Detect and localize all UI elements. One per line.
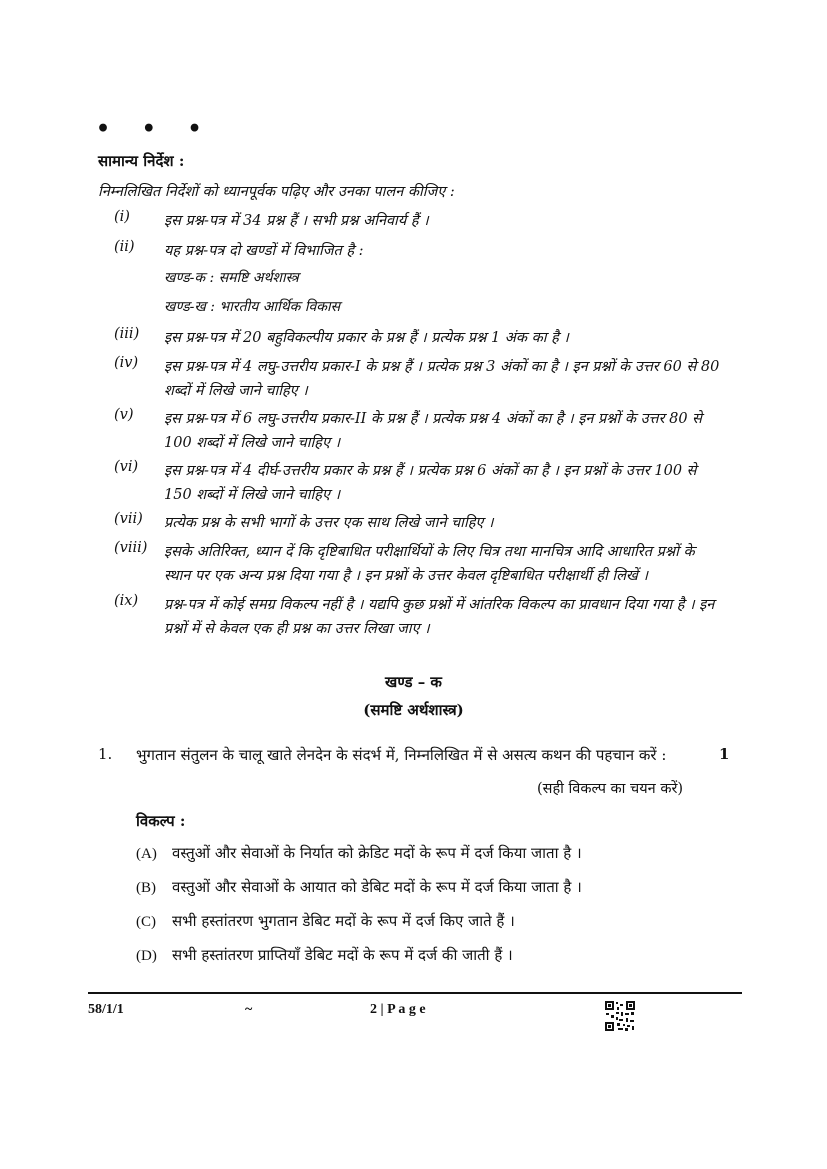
footer-tilde: ~ <box>245 1002 253 1017</box>
instruction-text: इस प्रश्न-पत्र में 34 प्रश्न हैं । सभी प्रश्न अनिवार्य हैं । <box>164 213 429 229</box>
instruction-text: प्रश्न-पत्र में कोई समग्र विकल्प नहीं है । यद्यपि कुछ प्रश्नों में आंतरिक विकल्प का प्रावधान दिया गया है । इन प्रश्नों में से केवल एक ही प्रश्न का उत्तर लिखा जाए । <box>164 597 715 637</box>
option-item <box>136 843 582 863</box>
instruction-number: (ii) <box>114 239 135 255</box>
header-dots: • • • <box>96 116 214 142</box>
option-text: वस्तुओं और सेवाओं के आयात को डेबिट मदों के रूप में दर्ज किया जाता है । <box>172 878 582 896</box>
options-title: विकल्प : <box>136 812 186 830</box>
instruction-text: इस प्रश्न-पत्र में 20 बहुविकल्पीय प्रकार के प्रश्न हैं । प्रत्येक प्रश्न 1 अंक का है । <box>164 330 569 346</box>
instruction-number: (iv) <box>114 355 139 371</box>
option-label: (D) <box>136 948 157 964</box>
question-text: भुगतान संतुलन के चालू खाते लेनदेन के संदर्भ में, निम्नलिखित में से असत्य कथन की पहचान करें : <box>136 746 667 764</box>
option-item <box>136 877 582 897</box>
section-list-a: खण्ड-क : समष्टि अर्थशास्त्र <box>164 270 299 286</box>
instruction-text: इस प्रश्न-पत्र में 4 दीर्घ-उत्तरीय प्रकार के प्रश्न हैं । प्रत्येक प्रश्न 6 अंकों का है । इन प्रश्नों के उत्तर 100 से 150 शब्दों में लिखे जाने चाहिए । <box>164 463 697 503</box>
section-subheading: (समष्टि अर्थशास्त्र) <box>363 701 464 719</box>
instruction-text: इस प्रश्न-पत्र में 6 लघु-उत्तरीय प्रकार-II के प्रश्न हैं । प्रत्येक प्रश्न 4 अंकों का है । इन प्रश्नों के उत्तर 80 से 100 शब्दों में लिखे जाने चाहिए । <box>164 411 702 451</box>
instruction-text: इस प्रश्न-पत्र में 4 लघु-उत्तरीय प्रकार-I के प्रश्न हैं । प्रत्येक प्रश्न 3 अंकों का है । इन प्रश्नों के उत्तर 60 से 80 शब्दों में लिखे जाने चाहिए । <box>164 359 720 399</box>
footer-page-number: 2 | P a g e <box>370 1002 426 1017</box>
footer-divider <box>88 992 742 994</box>
option-label: (A) <box>136 846 157 862</box>
qr-code-icon <box>604 1000 636 1032</box>
instruction-text: यह प्रश्न-पत्र दो खण्डों में विभाजित है : <box>164 243 364 259</box>
general-instructions-intro: निम्नलिखित निर्देशों को ध्यानपूर्वक पढ़िए और उनका पालन कीजिए : <box>98 184 455 200</box>
section-heading: खण्ड – क <box>385 673 442 691</box>
instruction-number: (ix) <box>114 593 139 609</box>
instruction-number: (i) <box>114 209 130 225</box>
instruction-number: (vi) <box>114 459 139 475</box>
option-text: सभी हस्तांतरण भुगतान डेबिट मदों के रूप में दर्ज किए जाते हैं । <box>172 912 515 930</box>
instruction-number: (iii) <box>114 326 140 342</box>
option-text: सभी हस्तांतरण प्राप्तियाँ डेबिट मदों के रूप में दर्ज की जाती हैं । <box>172 946 513 964</box>
instruction-text: प्रत्येक प्रश्न के सभी भागों के उत्तर एक साथ लिखे जाने चाहिए । <box>164 515 494 531</box>
option-label: (B) <box>136 880 156 896</box>
footer-code: 58/1/1 <box>88 1002 124 1017</box>
instruction-number: (v) <box>114 407 134 423</box>
question-note: (सही विकल्प का चयन करें) <box>537 781 684 797</box>
section-list-b: खण्ड-ख : भारतीय आर्थिक विकास <box>164 299 341 315</box>
question-number: 1. <box>98 745 113 763</box>
option-item <box>136 945 513 965</box>
instruction-text: इसके अतिरिक्त, ध्यान दें कि दृष्टिबाधित परीक्षार्थियों के लिए चित्र तथा मानचित्र आदि आधारित प्रश्नों के स्थान पर एक अन्य प्रश्न दिया गया है । इन प्रश्नों के उत्तर केवल दृष्टिबाधित परीक्षार्थी ही लिखें । <box>164 544 695 584</box>
option-text: वस्तुओं और सेवाओं के निर्यात को क्रेडिट मदों के रूप में दर्ज किया जाता है । <box>172 844 582 862</box>
option-item <box>136 911 515 931</box>
question-marks: 1 <box>719 745 730 763</box>
instruction-number: (viii) <box>114 540 148 556</box>
general-instructions-title: सामान्य निर्देश : <box>98 152 185 170</box>
instruction-number: (vii) <box>114 511 143 527</box>
option-label: (C) <box>136 914 156 930</box>
